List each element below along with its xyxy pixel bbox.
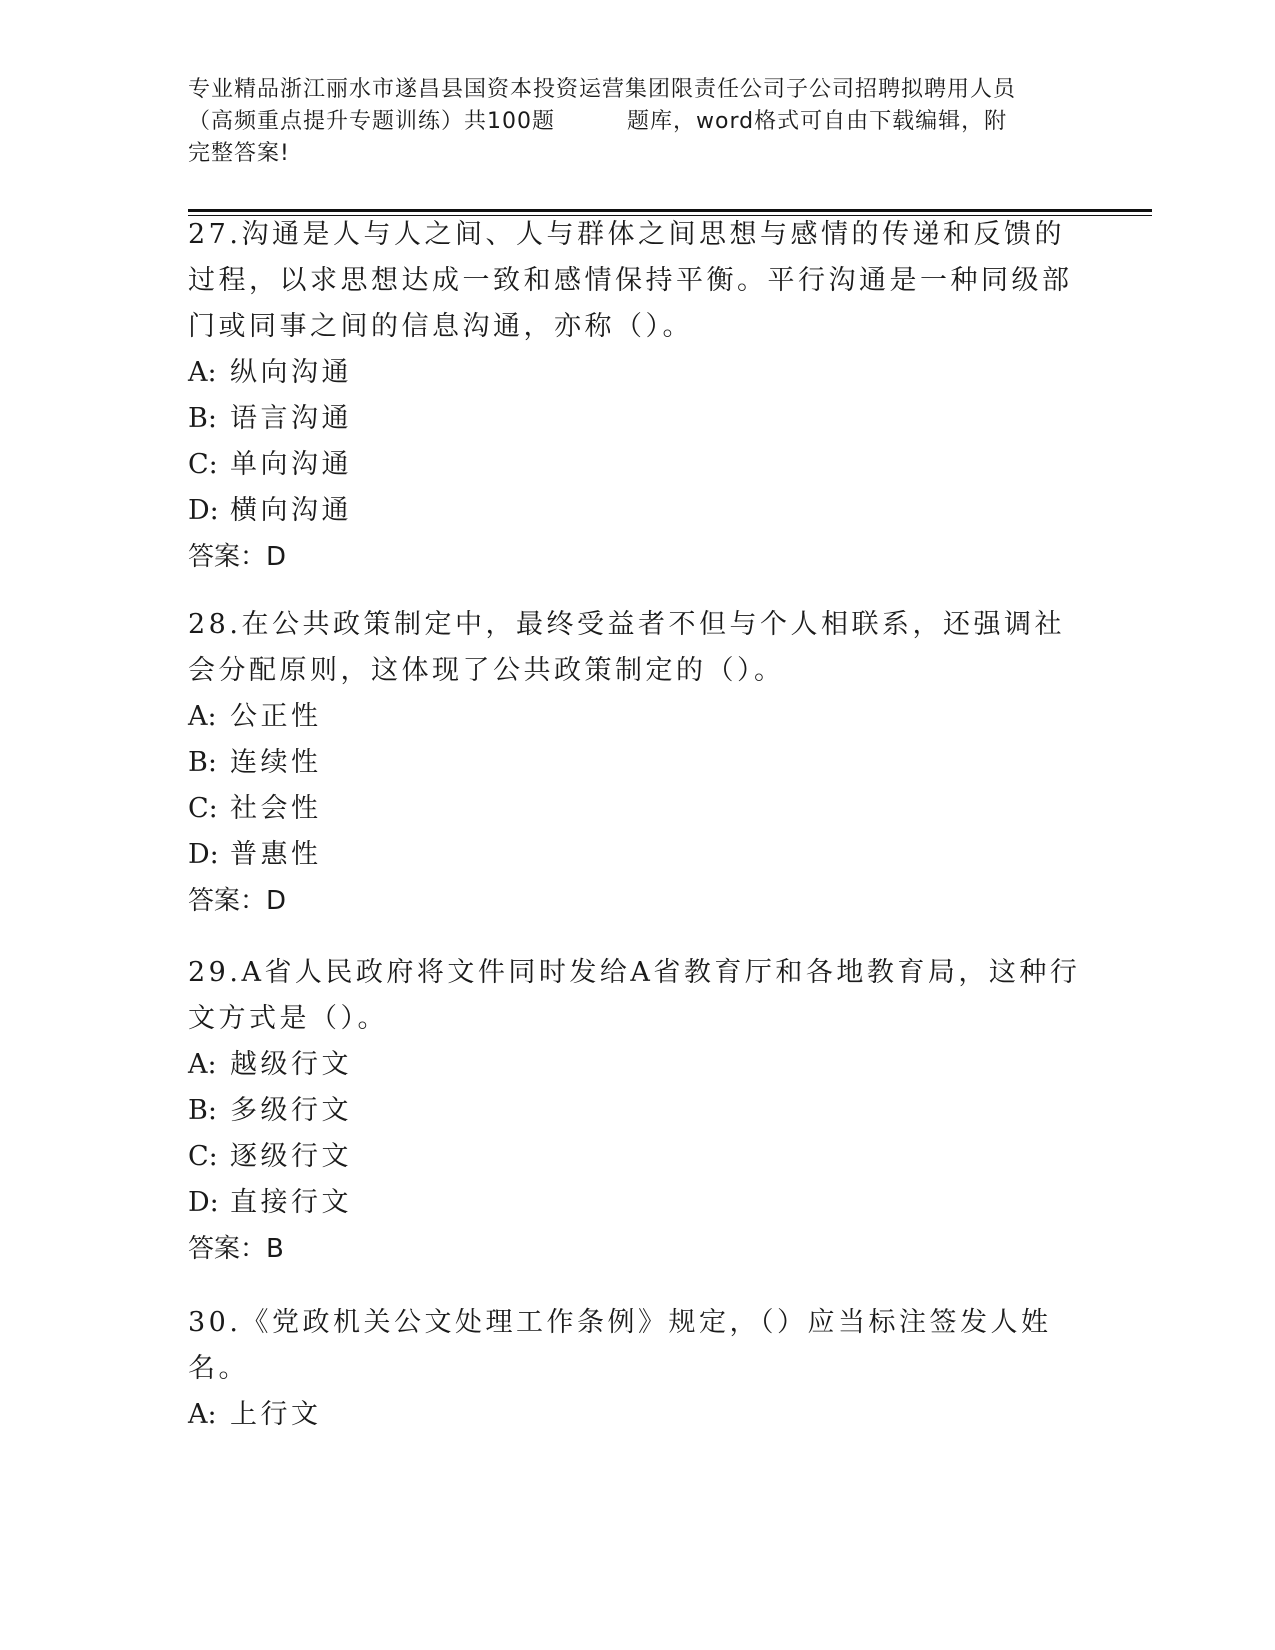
option-c	[188, 1134, 1088, 1180]
question-stem: 29.A省人民政府将文件同时发给A省教育厅和各地教育局，这种行文方式是（）。	[188, 957, 1081, 1034]
option-text: 纵向沟通	[230, 357, 352, 388]
option-key: C:	[188, 793, 218, 824]
option-a	[188, 1042, 1088, 1088]
question-29	[188, 950, 1088, 1272]
question-stem: 28.在公共政策制定中，最终受益者不但与个人相联系，还强调社会分配原则，这体现了公共政策制定的（）。	[188, 609, 1065, 686]
question-27	[188, 212, 1088, 580]
option-key: C:	[188, 449, 218, 480]
option-a	[188, 694, 1088, 740]
header-line-2-part-2: 题库，word格式可自由下载编辑，附	[627, 109, 1008, 134]
option-text: 逐级行文	[230, 1141, 352, 1172]
option-text: 社会性	[230, 793, 322, 824]
option-b	[188, 740, 1088, 786]
option-text: 多级行文	[230, 1095, 352, 1126]
option-key: B:	[188, 1095, 217, 1126]
option-key: A:	[188, 1399, 217, 1430]
option-text: 连续性	[230, 747, 322, 778]
option-text: 上行文	[230, 1399, 322, 1430]
option-key: A:	[188, 1049, 217, 1080]
option-a	[188, 1392, 1088, 1438]
option-text: 语言沟通	[230, 403, 352, 434]
document-header	[188, 74, 1088, 170]
option-b	[188, 1088, 1088, 1134]
question-30	[188, 1300, 1088, 1438]
option-key: A:	[188, 701, 217, 732]
option-text: 越级行文	[230, 1049, 352, 1080]
option-key: D:	[188, 839, 219, 870]
option-d	[188, 832, 1088, 878]
option-key: D:	[188, 1187, 219, 1218]
option-text: 直接行文	[230, 1187, 352, 1218]
header-line-3: 完整答案!	[188, 141, 290, 166]
option-d	[188, 488, 1088, 534]
option-text: 横向沟通	[230, 495, 352, 526]
option-c	[188, 442, 1088, 488]
option-d	[188, 1180, 1088, 1226]
answer: 答案：D	[188, 886, 287, 916]
answer: 答案：D	[188, 542, 287, 572]
question-stem: 30.《党政机关公文处理工作条例》规定，（）应当标注签发人姓名。	[188, 1307, 1052, 1384]
option-c	[188, 786, 1088, 832]
option-key: D:	[188, 495, 219, 526]
header-line-1: 专业精品浙江丽水市遂昌县国资本投资运营集团限责任公司子公司招聘拟聘用人员	[188, 77, 1017, 102]
header-line-2-part-1: （高频重点提升专题训练）共100题	[188, 109, 555, 134]
option-text: 普惠性	[230, 839, 322, 870]
option-key: B:	[188, 747, 217, 778]
option-text: 公正性	[230, 701, 322, 732]
option-text: 单向沟通	[230, 449, 352, 480]
question-28	[188, 602, 1088, 924]
option-key: B:	[188, 403, 217, 434]
option-a	[188, 350, 1088, 396]
option-key: A:	[188, 357, 217, 388]
option-b	[188, 396, 1088, 442]
option-key: C:	[188, 1141, 218, 1172]
header-line-2	[188, 106, 1088, 138]
question-stem: 27.沟通是人与人之间、人与群体之间思想与感情的传递和反馈的过程，以求思想达成一致和感情保持平衡。平行沟通是一种同级部门或同事之间的信息沟通，亦称（）。	[188, 219, 1073, 342]
answer: 答案：B	[188, 1234, 284, 1264]
